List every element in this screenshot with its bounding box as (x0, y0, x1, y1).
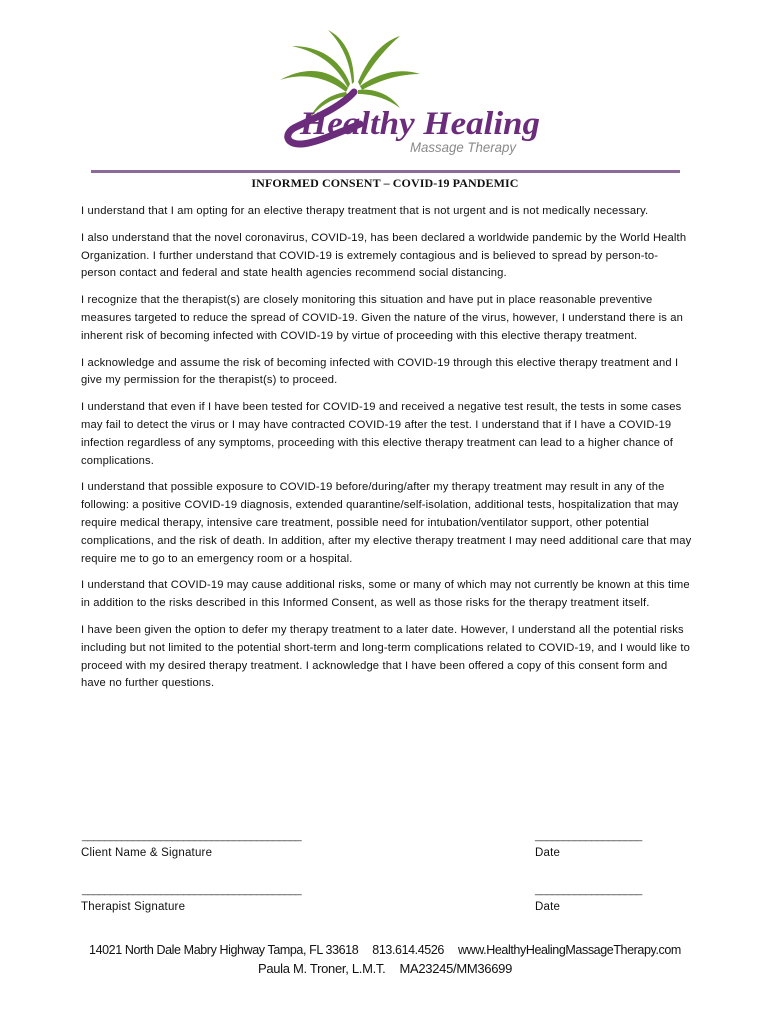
paragraph-elective: I understand that I am opting for an elective therapy treatment that is not urgent and is not medically necessary. (81, 205, 649, 217)
paragraph-defer-option: I have been given the option to defer my therapy treatment to a later date. However, I understand all the potential risks including but not limited to the potential short-term and long-term complications related to COVID-19, and I would like to proceed with my desired therapy treatment. I acknowledge that I have been offered a copy of this consent form and have no further questions. (81, 623, 691, 690)
brand-name-text: Healthy Healing (298, 106, 540, 142)
therapist-signature-label: Therapist Signature (81, 901, 186, 913)
footer-address: 14021 North Dale Mabry Highway Tampa, FL 33618 (89, 943, 359, 957)
header-divider (91, 170, 680, 173)
footer-license: MA23245/MM36699 (399, 961, 513, 976)
footer-website-link[interactable]: www.HealthyHealingMassageTherapy.com (457, 943, 681, 957)
paragraph-preventive-measures: I recognize that the therapist(s) are closely monitoring this situation and have put in place reasonable preventive measures targeted to reduce the spread of COVID-19. Given the nature of the virus, however, I understand there is an inherent risk of becoming infected with COVID-19 by virtue of proceeding with this elective therapy treatment. (81, 294, 683, 342)
brand-subtitle-text: Massage Therapy (410, 139, 517, 155)
paragraph-additional-risks: I understand that COVID-19 may cause additional risks, some or many of which may not currently be known at this time in addition to the risks described in this Informed Consent, as well as those risks for the therapy treatment itself. (81, 579, 690, 610)
client-date-label: Date (535, 847, 561, 859)
paragraph-pandemic: I also understand that the novel coronavirus, COVID-19, has been declared a worldwide pandemic by the World Health Organization. I further understand that COVID-19 is extremely contagious and is believed to spread by person-to-person contact and federal and state health agencies recommend social distancing. (81, 231, 687, 280)
therapist-signature-line[interactable]: _______________________________________ (82, 884, 302, 896)
footer-phone: 813.614.4526 (372, 943, 444, 957)
therapist-date-label: Date (535, 901, 561, 913)
client-signature-line[interactable]: _______________________________________ (82, 830, 302, 842)
paragraph-assume-risk: I acknowledge and assume the risk of becoming infected with COVID-19 through this elective therapy treatment and I give my permission for the therapist(s) to proceed. (81, 356, 679, 387)
consent-body (81, 203, 693, 702)
footer-credentials (0, 961, 770, 976)
client-date-line[interactable]: ___________________ (535, 830, 642, 842)
footer-contact (0, 943, 770, 957)
footer-therapist-name: Paula M. Troner, L.M.T. (257, 961, 386, 976)
healthy-healing-logo (270, 28, 550, 158)
client-signature-label: Client Name & Signature (81, 847, 213, 859)
paragraph-exposure: I understand that possible exposure to COVID-19 before/during/after my therapy treatment may result in any of the following: a positive COVID-19 diagnosis, extended quarantine/self-isolation, additional tests, hospitalization that may require medical therapy, intensive care treatment, possible need for intubation/ventilator support, other potential complications, and the risk of death. In addition, after my elective therapy treatment I may need additional care that may require me to go to an emergency room or a hospital. (81, 481, 692, 565)
therapist-date-line[interactable]: ___________________ (535, 884, 642, 896)
document-title: INFORMED CONSENT – COVID-19 PANDEMIC (251, 176, 519, 190)
palm-tree-icon (280, 30, 420, 118)
paragraph-testing: I understand that even if I have been tested for COVID-19 and received a negative test result, the tests in some cases may fail to detect the virus or I may have contracted COVID-19 after the test. I understand that if I have a COVID-19 infection regardless of any symptoms, proceeding with this elective therapy treatment can lead to a higher chance of complications. (81, 401, 682, 467)
